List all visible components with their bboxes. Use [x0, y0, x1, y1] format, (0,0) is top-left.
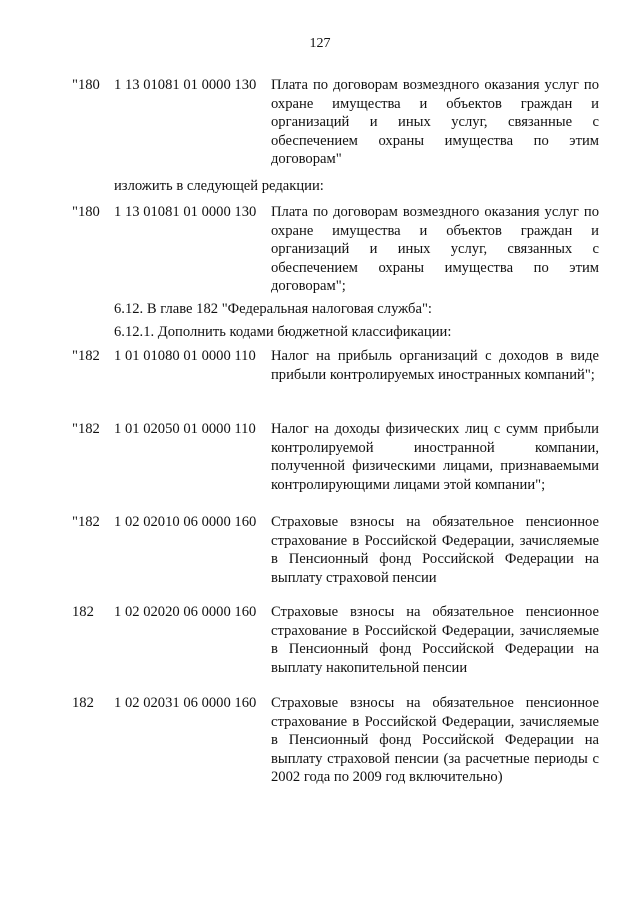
admin-code: 182: [72, 604, 94, 620]
admin-code: "180: [72, 77, 100, 93]
kbk-description: Налог на доходы физических лиц с сумм прибыли контролируемой иностранной компании, полученной физическими лицами, признаваемыми контролирующими лицами этой компании";: [271, 421, 599, 493]
admin-code: "182: [72, 421, 100, 437]
kbk-description: Плата по договорам возмездного оказания услуг по охране имущества и объектов граждан и организаций и иных услуг, связанных с обеспечением охраны имущества по этим договорам";: [271, 204, 599, 294]
kbk-code: 1 02 02010 06 0000 160: [114, 514, 257, 530]
kbk-code: 1 13 01081 01 0000 130: [114, 204, 257, 220]
clause-heading: 6.12. В главе 182 "Федеральная налоговая служба":: [114, 301, 432, 317]
admin-code: 182: [72, 695, 94, 711]
admin-code: "182: [72, 348, 100, 364]
kbk-description: Страховые взносы на обязательное пенсионное страхование в Российской Федерации, зачисляемые в Пенсионный фонд Российской Федерации на выплату страховой пенсии: [271, 514, 599, 586]
kbk-code: 1 13 01081 01 0000 130: [114, 77, 257, 93]
page-number: 127: [309, 36, 331, 51]
kbk-code: 1 02 02031 06 0000 160: [114, 695, 257, 711]
kbk-code: 1 02 02020 06 0000 160: [114, 604, 257, 620]
kbk-description: Страховые взносы на обязательное пенсионное страхование в Российской Федерации, зачисляемые в Пенсионный фонд Российской Федерации на выплату накопительной пенсии: [271, 604, 599, 676]
admin-code: "180: [72, 204, 100, 220]
kbk-description: Налог на прибыль организаций с доходов в виде прибыли контролируемых иностранных компаний";: [271, 348, 599, 383]
kbk-code: 1 01 02050 01 0000 110: [114, 421, 256, 437]
instruction-text: изложить в следующей редакции:: [114, 178, 324, 194]
kbk-code: 1 01 01080 01 0000 110: [114, 348, 256, 364]
kbk-description: Плата по договорам возмездного оказания услуг по охране имущества и объектов граждан и организаций и иных услуг, связанные с обеспечением охраны имущества по этим договорам": [271, 77, 599, 167]
kbk-description: Страховые взносы на обязательное пенсионное страхование в Российской Федерации, зачисляемые в Пенсионный фонд Российской Федерации на выплату страховой пенсии (за расчетные периоды с 2002 года по 2009 год включительно): [271, 695, 599, 785]
admin-code: "182: [72, 514, 100, 530]
clause-subheading: 6.12.1. Дополнить кодами бюджетной классификации:: [114, 324, 452, 340]
